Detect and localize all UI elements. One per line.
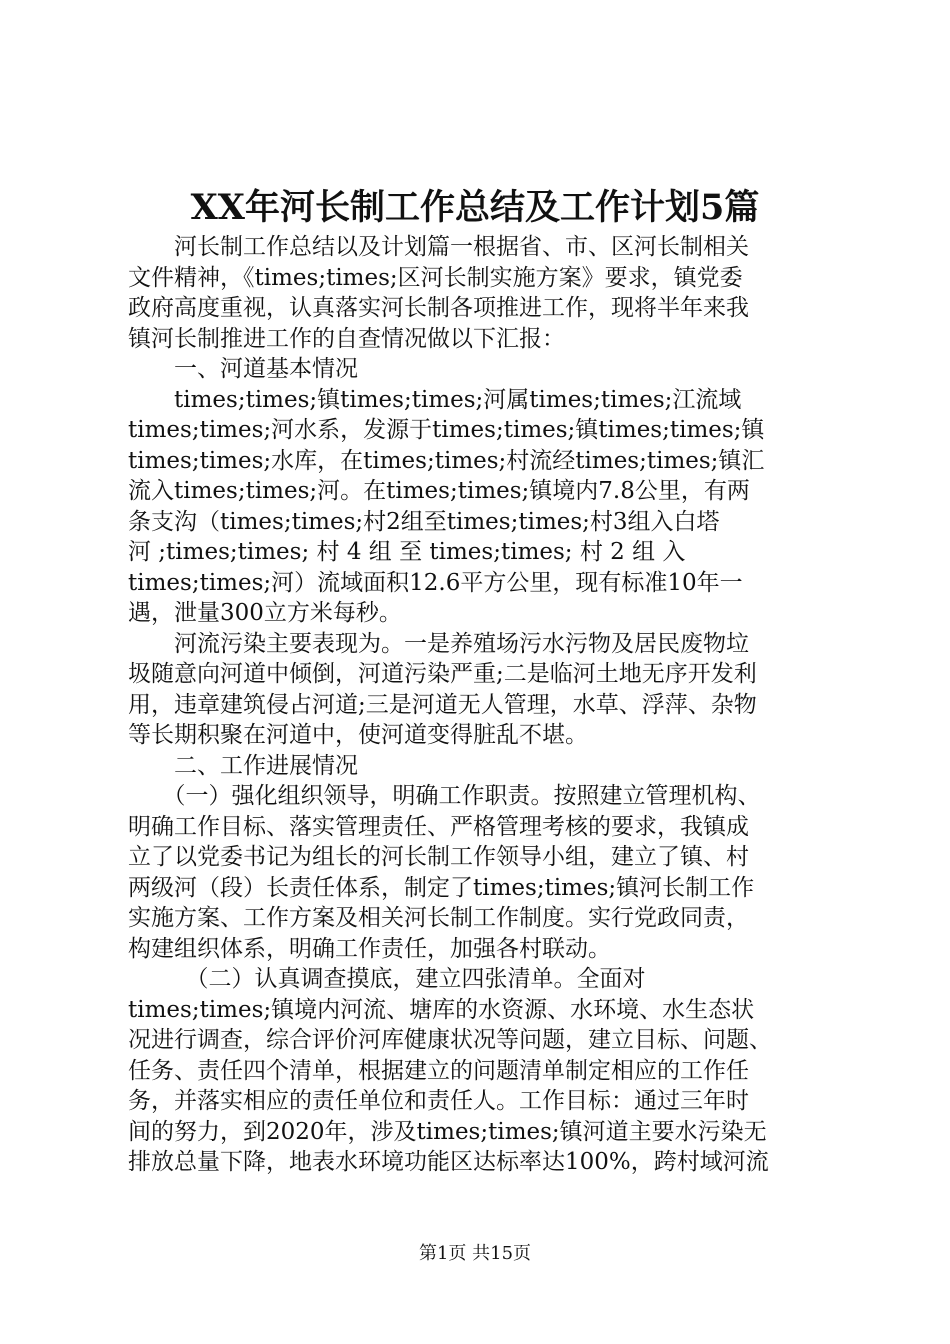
page-footer: 第1页 共15页 (418, 1243, 532, 1264)
text-line: 任务、责任四个清单，根据建立的问题清单制定相应的工作任 (128, 1057, 749, 1084)
text-line: 明确工作目标、落实管理责任、严格管理考核的要求，我镇成 (128, 813, 749, 840)
document-title: XX年河长制工作总结及工作计划5篇 (190, 187, 760, 228)
text-line: 条支沟（times;times;村2组至times;times;村3组入白塔 (128, 508, 720, 535)
text-line: 等长期积聚在河道中，使河道变得脏乱不堪。 (128, 722, 588, 748)
text-line: 遇，泄量300立方米每秒。 (128, 600, 402, 626)
text-line: times;times;水库，在times;times;村流经times;times;镇汇 (128, 447, 765, 474)
text-line: times;times;河）流域面积12.6平方公里，现有标准10年一 (128, 569, 743, 596)
text-line: 间的努力，到2020年，涉及times;times;镇河道主要水污染无 (128, 1118, 767, 1145)
text-line: 文件精神，《times;times;区河长制实施方案》要求，镇党委 (128, 264, 743, 291)
text-line: 构建组织体系，明确工作责任，加强各村联动。 (128, 935, 611, 962)
text-line: 镇河长制推进工作的自查情况做以下汇报： (128, 325, 565, 352)
text-line: 用，违章建筑侵占河道;三是河道无人管理，水草、浮萍、杂物 (128, 691, 757, 718)
text-line: times;times;镇境内河流、塘库的水资源、水环境、水生态状 (128, 996, 755, 1023)
text-line: 排放总量下降，地表水环境功能区达标率达100%，跨村域河流 (128, 1149, 769, 1175)
text-line: 实施方案、工作方案及相关河长制工作制度。实行党政同责， (128, 905, 749, 931)
text-line: 两级河（段）长责任体系，制定了times;times;镇河长制工作 (128, 874, 755, 901)
text-line: （一）强化组织领导，明确工作职责。按照建立管理机构、 (128, 783, 761, 809)
text-line: 况进行调查，综合评价河库健康状况等问题，建立目标、问题、 (128, 1027, 772, 1053)
text-line: 河长制工作总结以及计划篇一根据省、市、区河长制相关 (128, 234, 749, 260)
text-line: 务，并落实相应的责任单位和责任人。工作目标：通过三年时 (128, 1088, 749, 1114)
document-body (128, 232, 832, 1178)
text-line: 立了以党委书记为组长的河长制工作领导小组，建立了镇、村 (128, 844, 749, 870)
text-line: 流入times;times;河。在times;times;镇境内7.8公里，有两 (128, 478, 750, 504)
section-heading: 二、工作进展情况 (128, 752, 358, 779)
text-line: times;times;河水系，发源于times;times;镇times;times;镇 (128, 417, 765, 443)
text-line: 河 ;times;times; 村 4 组 至 times;times; 村 2 组 入 (128, 539, 686, 565)
text-line: 圾随意向河道中倾倒，河道污染严重;二是临河土地无序开发利 (128, 661, 757, 687)
section-heading: 一、河道基本情况 (128, 356, 358, 382)
text-line: 政府高度重视，认真落实河长制各项推进工作，现将半年来我 (128, 295, 749, 321)
text-line: （二）认真调查摸底，建立四张清单。全面对 (128, 966, 646, 992)
text-line: times;times;镇times;times;河属times;times;江流域 (128, 386, 742, 413)
text-line: 河流污染主要表现为。一是养殖场污水污物及居民废物垃 (128, 630, 749, 657)
